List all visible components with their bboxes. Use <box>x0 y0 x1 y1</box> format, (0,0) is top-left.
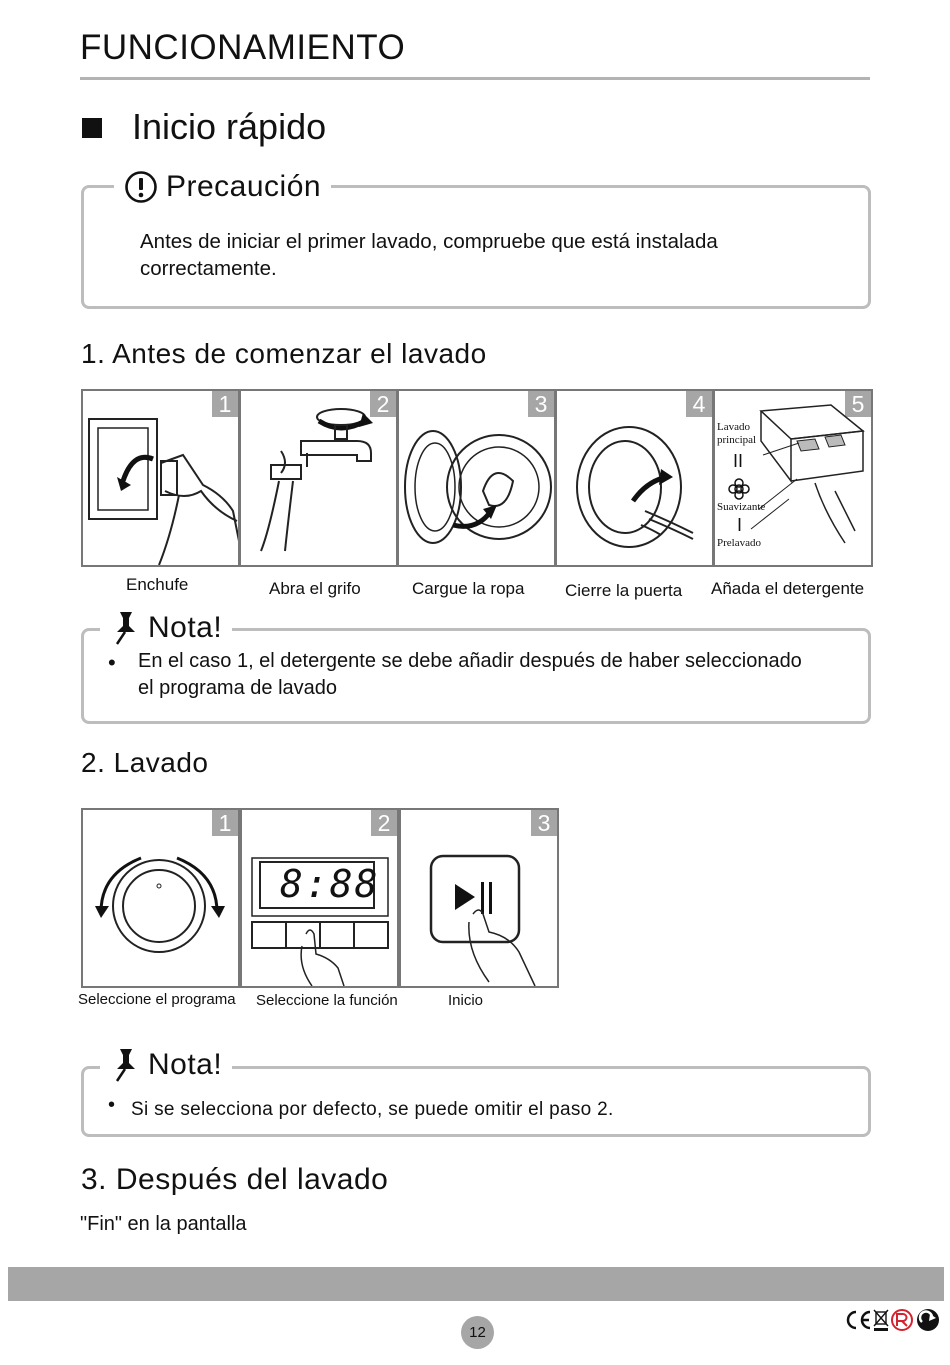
drawer-label-prewash: Prelavado <box>717 537 761 549</box>
close-door-illustration <box>557 391 712 565</box>
note1-title-row <box>100 608 232 648</box>
caption-tap: Abra el grifo <box>269 579 361 598</box>
recycle-icon <box>917 1309 939 1331</box>
footer-bar <box>8 1267 944 1301</box>
caption-door: Cierre la puerta <box>565 581 683 600</box>
caption-plug: Enchufe <box>126 575 189 594</box>
program-dial-illustration <box>83 810 238 986</box>
step1-heading: 1. Antes de comenzar el lavado <box>81 338 487 369</box>
title-divider <box>80 77 870 80</box>
caution-text: Antes de iniciar el primer lavado, compruebe que está instalada correctamente. <box>140 230 718 280</box>
page-title: FUNCIONAMIENTO <box>80 28 406 67</box>
caption-select-function: Seleccione la función <box>256 992 398 1009</box>
panel-number: 4 <box>686 391 712 417</box>
note1-bullet: • <box>108 650 116 675</box>
exclamation-circle-icon <box>124 170 158 204</box>
caution-title-row <box>114 167 331 207</box>
weee-bin-icon <box>874 1310 888 1331</box>
panel-number: 3 <box>531 810 557 836</box>
note2-title-row <box>100 1045 232 1085</box>
step3-heading: 3. Después del lavado <box>81 1163 389 1196</box>
panel-number: 1 <box>212 810 238 836</box>
caption-select-program: Seleccione el programa <box>78 991 236 1008</box>
note1-text: En el caso 1, el detergente se debe añadir después de haber seleccionado el programa de lavado <box>138 650 802 699</box>
plug-illustration <box>83 391 238 565</box>
caption-start: Inicio <box>448 992 484 1009</box>
display-readout: 8:88 <box>280 862 380 906</box>
drawer-symbol-main-wash: II <box>733 451 744 471</box>
r-mark-icon <box>892 1310 912 1330</box>
step1-panel-door <box>555 389 714 567</box>
step2-panel-start <box>399 808 559 988</box>
panel-number: 1 <box>212 391 238 417</box>
caution-title: Precaución <box>166 170 322 203</box>
page-number: 12 <box>461 1316 494 1349</box>
step3-text: "Fin" en la pantalla <box>80 1213 247 1235</box>
note2-bullet: • <box>108 1094 116 1116</box>
step2-panel-function <box>240 808 399 988</box>
flower-softener-icon <box>729 479 749 499</box>
ce-mark-icon <box>848 1312 870 1328</box>
drawer-label-main-wash: Lavado principal <box>717 421 757 446</box>
caption-detergent: Añada el detergente <box>711 579 865 598</box>
step2-panel-program <box>81 808 240 988</box>
panel-number: 3 <box>528 391 554 417</box>
note1-title: Nota! <box>148 611 223 644</box>
play-pause-icon <box>401 810 557 986</box>
pushpin-icon <box>110 610 140 646</box>
panel-number: 5 <box>845 391 871 417</box>
step1-panel-plug <box>81 389 240 567</box>
pushpin-icon <box>110 1047 140 1083</box>
tap-illustration <box>241 391 396 565</box>
drawer-label-softener: Suavizante <box>717 501 766 513</box>
step1-panel-tap <box>239 389 398 567</box>
panel-number: 2 <box>370 391 396 417</box>
section-title: Inicio rápido <box>132 106 327 147</box>
step2-panels <box>81 808 559 988</box>
note2-text: Si se selecciona por defecto, se puede omitir el paso 2. <box>131 1099 614 1120</box>
drawer-symbol-prewash: I <box>737 515 743 535</box>
step2-heading: 2. Lavado <box>81 747 209 778</box>
note2-title: Nota! <box>148 1048 223 1081</box>
panel-number: 2 <box>371 810 397 836</box>
step1-panel-detergent <box>713 389 873 567</box>
caption-load: Cargue la ropa <box>412 579 525 598</box>
step1-panels <box>81 389 873 567</box>
load-laundry-illustration <box>399 391 554 565</box>
section-bullet-square <box>82 118 102 138</box>
certification-marks <box>842 1306 942 1334</box>
step1-panel-load <box>397 389 556 567</box>
